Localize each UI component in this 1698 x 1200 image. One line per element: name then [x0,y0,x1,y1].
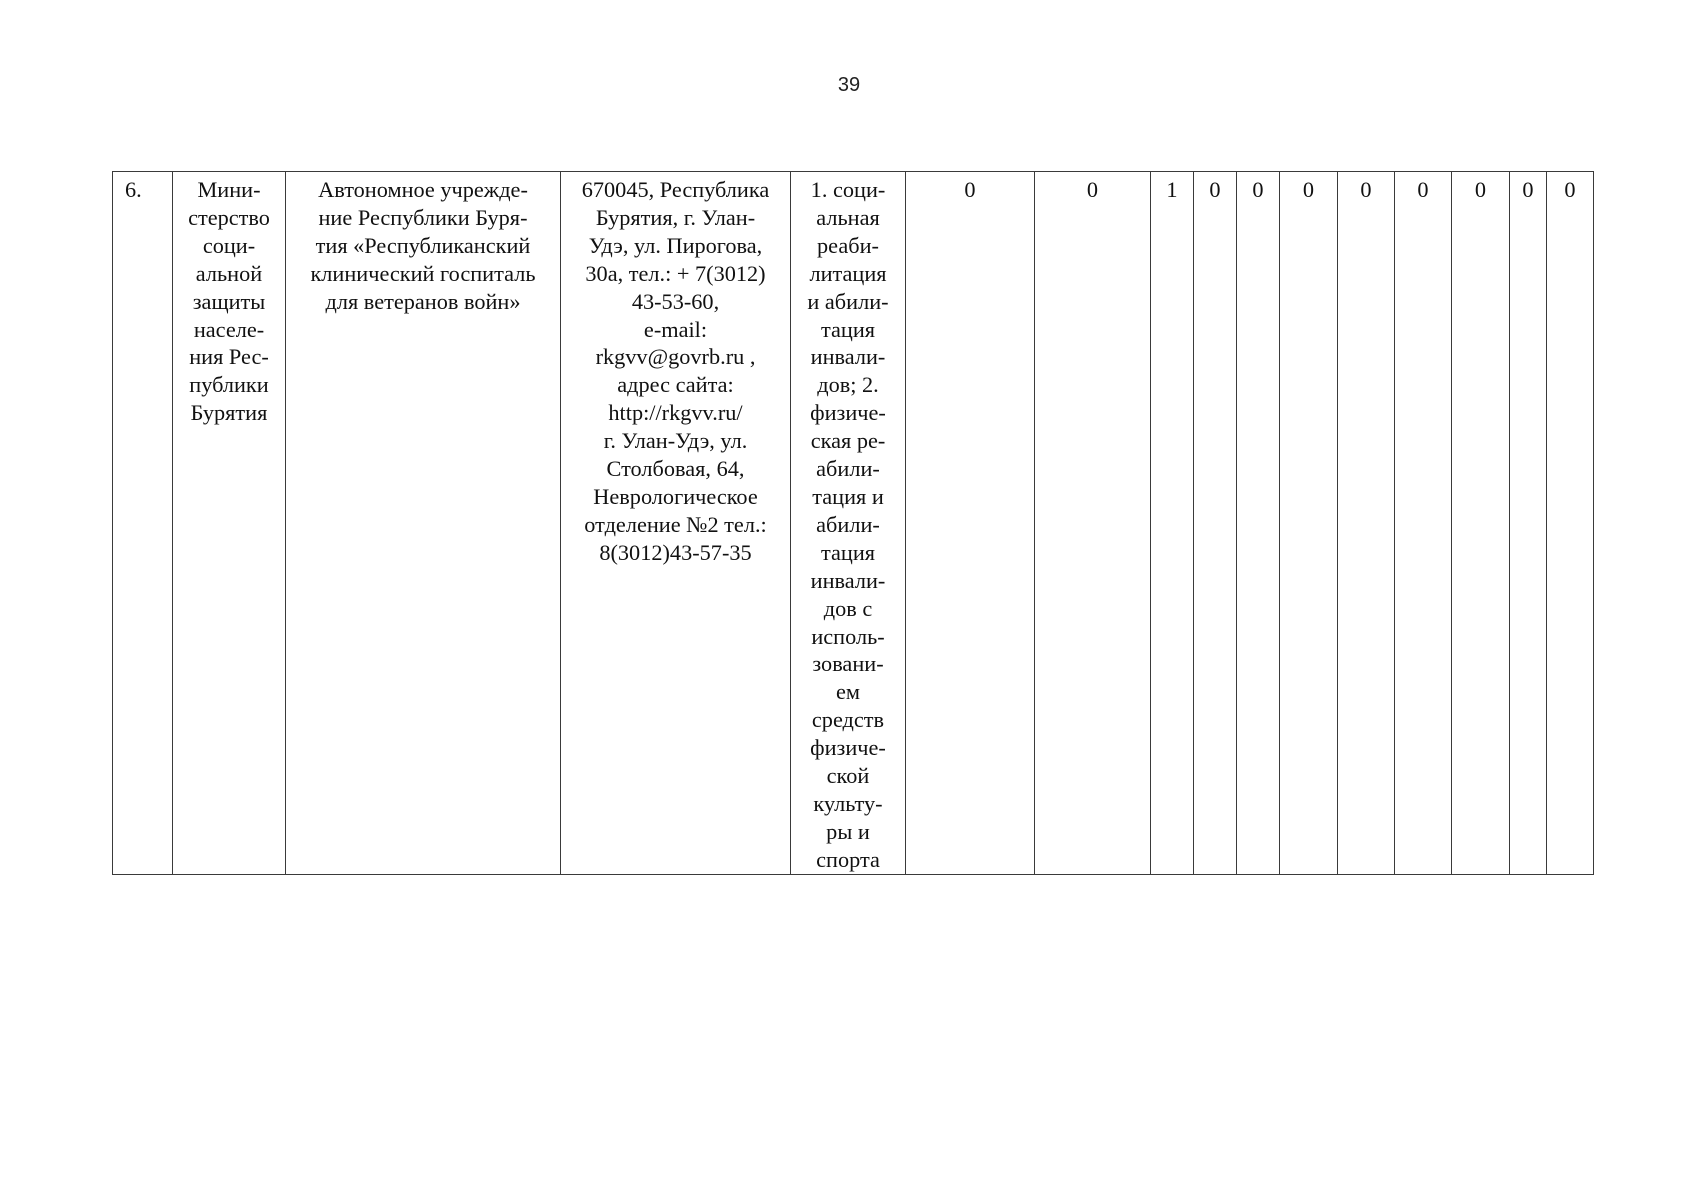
address-line: отделение №2 тел.: [584,511,767,537]
email-link[interactable]: rkgvv@govrb.ru , [595,344,756,370]
address-line: адрес сайта: [617,372,734,398]
services-line: реаби- [817,232,879,258]
ministry-line: ния Рес- [189,344,269,370]
services-line: культу- [813,790,883,816]
value-cell: 0 [1035,172,1151,875]
services-line: средств [811,707,885,733]
services-line: зовани- [812,651,884,677]
value-cell: 0 [1452,172,1510,875]
ministry-line: Мини- [197,177,261,202]
address-line: 670045, Республика [581,177,770,202]
services-line: ской [826,763,870,789]
services-line: ры и [826,818,870,844]
address-cell [561,172,791,875]
services-line: инвали- [810,344,886,370]
value-cell: 0 [906,172,1035,875]
organization-line: ние Республики Буря- [318,204,528,230]
ministry-line: стерство [188,204,270,230]
address-line: Неврологическое [593,483,758,509]
address-line: Бурятия, г. Улан- [595,204,756,230]
services-line: 1. соци- [810,177,886,202]
value-cell: 0 [1338,172,1395,875]
ministry-line: Бурятия [190,400,268,426]
ministry-line: публики [189,372,269,398]
services-line: физиче- [810,400,886,426]
page-number: 39 [837,74,861,96]
value-cell: 0 [1510,172,1547,875]
row-number-cell: 6. [113,172,173,875]
services-line: спорта [816,846,880,872]
services-cell [791,172,906,875]
address-line: e-mail: [643,316,708,342]
services-line: абили- [816,511,880,537]
organization-line: клинический госпиталь [310,260,536,286]
services-line: физиче- [810,735,886,761]
value-cell: 0 [1237,172,1280,875]
table-row [113,172,1594,875]
services-line: ская ре- [810,428,886,454]
value-cell: 0 [1547,172,1594,875]
ministry-line: защиты [192,288,266,314]
address-line: г. Улан-Удэ, ул. [603,428,748,454]
services-line: и абили- [807,288,889,314]
website-link[interactable]: http://rkgvv.ru/ [608,400,743,426]
organization-line: тия «Республиканский [315,232,531,258]
services-line: дов; 2. [817,372,879,398]
services-line: литация [809,260,887,286]
organization-line: для ветеранов войн» [325,288,521,314]
address-line: 30а, тел.: + 7(3012) [585,260,766,286]
services-line: ем [835,679,860,705]
address-line: 8(3012)43-57-35 [599,539,752,565]
organization-cell [286,172,561,875]
services-line: дов с [823,595,873,621]
services-line: инвали- [810,567,886,593]
ministry-line: соци- [202,232,256,258]
organization-line: Автономное учрежде- [318,177,528,202]
value-cell: 0 [1395,172,1452,875]
ministry-line: населе- [193,316,265,342]
ministry-cell [173,172,286,875]
ministry-line: альной [195,260,263,286]
value-cell: 1 [1151,172,1194,875]
value-cell: 0 [1280,172,1338,875]
services-line: альная [816,204,880,230]
services-line: тация [820,316,876,342]
registry-table [112,171,1594,875]
address-line: 43-53-60, [631,288,720,314]
value-cell: 0 [1194,172,1237,875]
services-line: тация и [812,483,884,509]
address-line: Удэ, ул. Пирогова, [588,232,763,258]
services-line: исполь- [811,623,885,649]
services-line: абили- [816,456,880,482]
address-line: Столбовая, 64, [606,456,745,482]
services-line: тация [820,539,876,565]
